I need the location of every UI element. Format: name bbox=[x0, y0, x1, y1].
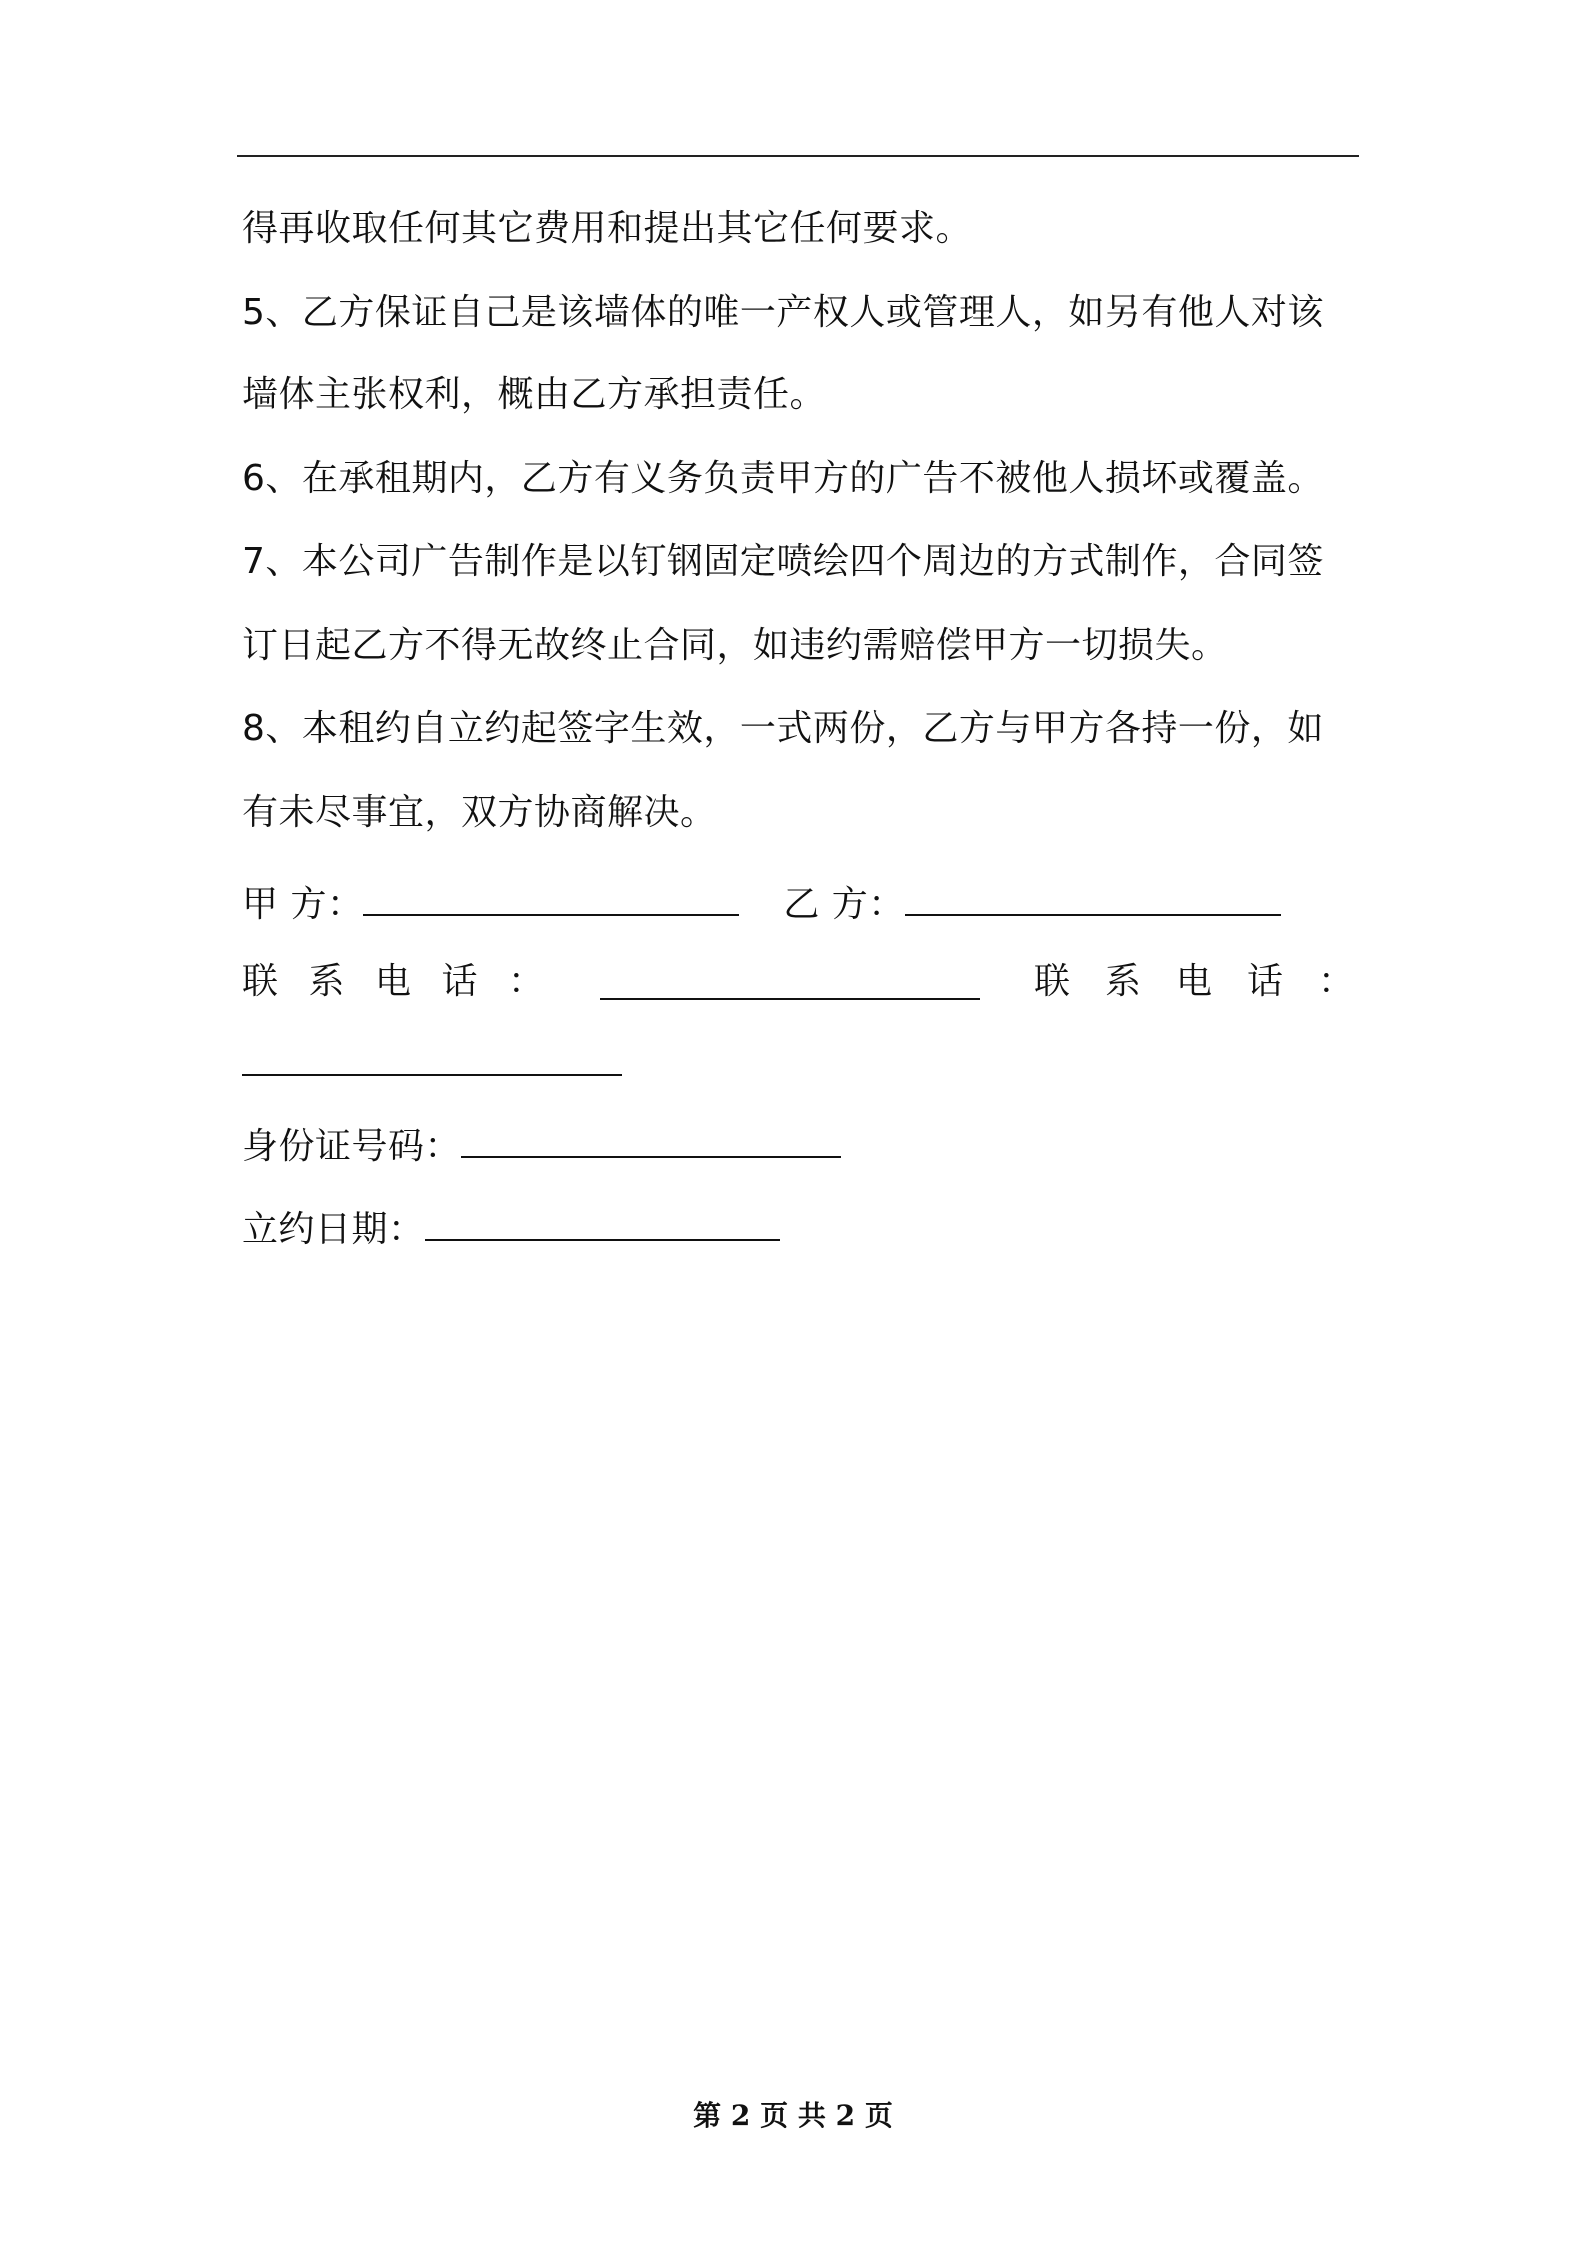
paragraph-line: 8、本租约自立约起签字生效，一式两份，乙方与甲方各持一份，如 bbox=[242, 708, 1324, 749]
phone-label-char: 联 bbox=[1034, 961, 1071, 1002]
paragraph-line: 7、本公司广告制作是以钉钢固定喷绘四个周边的方式制作，合同签 bbox=[242, 541, 1324, 582]
phone-label-char: 系 bbox=[308, 961, 345, 1002]
phone-label-char: 话 bbox=[1246, 961, 1283, 1002]
page-footer: 第 2 页 共 2 页 bbox=[693, 2099, 893, 2132]
party-a-signature-blank[interactable] bbox=[363, 880, 739, 916]
contract-date-label: 立约日期： bbox=[242, 1209, 425, 1250]
phone-label-char: 电 bbox=[1175, 961, 1212, 1002]
phone-label-char: 话 bbox=[441, 961, 478, 1002]
party-a-label: 甲 方： bbox=[242, 884, 364, 925]
id-number-label: 身份证号码： bbox=[242, 1126, 462, 1167]
party-b-label: 乙 方： bbox=[783, 884, 905, 925]
party-a-phone-label bbox=[242, 958, 544, 1006]
id-number-blank[interactable] bbox=[461, 1122, 841, 1158]
party-a-phone-blank[interactable] bbox=[600, 964, 980, 1000]
header-divider bbox=[237, 155, 1359, 157]
party-b-phone-label bbox=[1034, 958, 1354, 1006]
phone-label-char: 电 bbox=[374, 961, 411, 1002]
paragraph-line: 5、乙方保证自己是该墙体的唯一产权人或管理人，如另有他人对该 bbox=[242, 292, 1324, 333]
contract-date-row bbox=[242, 1205, 1362, 1254]
id-number-row bbox=[242, 1122, 1362, 1171]
party-b-signature-blank[interactable] bbox=[905, 880, 1281, 916]
party-b-phone-blank[interactable] bbox=[242, 1040, 622, 1076]
phone-label-char: ： bbox=[1317, 961, 1354, 1002]
party-b-phone-continuation bbox=[242, 1040, 1362, 1089]
paragraph-line: 6、在承租期内，乙方有义务负责甲方的广告不被他人损坏或覆盖。 bbox=[242, 458, 1324, 499]
paragraph-line: 墙体主张权利，概由乙方承担责任。 bbox=[242, 374, 827, 415]
paragraph-line: 订日起乙方不得无故终止合同，如违约需赔偿甲方一切损失。 bbox=[242, 625, 1228, 666]
phone-label-char: ： bbox=[507, 961, 544, 1002]
phone-label-char: 系 bbox=[1104, 961, 1141, 1002]
contact-phone-row bbox=[242, 958, 1354, 1006]
paragraph-line: 得再收取任何其它费用和提出其它任何要求。 bbox=[242, 208, 973, 249]
phone-label-char: 联 bbox=[242, 961, 279, 1002]
contract-date-blank[interactable] bbox=[425, 1205, 780, 1241]
signature-parties-row bbox=[242, 880, 1362, 929]
paragraph-line: 有未尽事宜，双方协商解决。 bbox=[242, 792, 717, 833]
